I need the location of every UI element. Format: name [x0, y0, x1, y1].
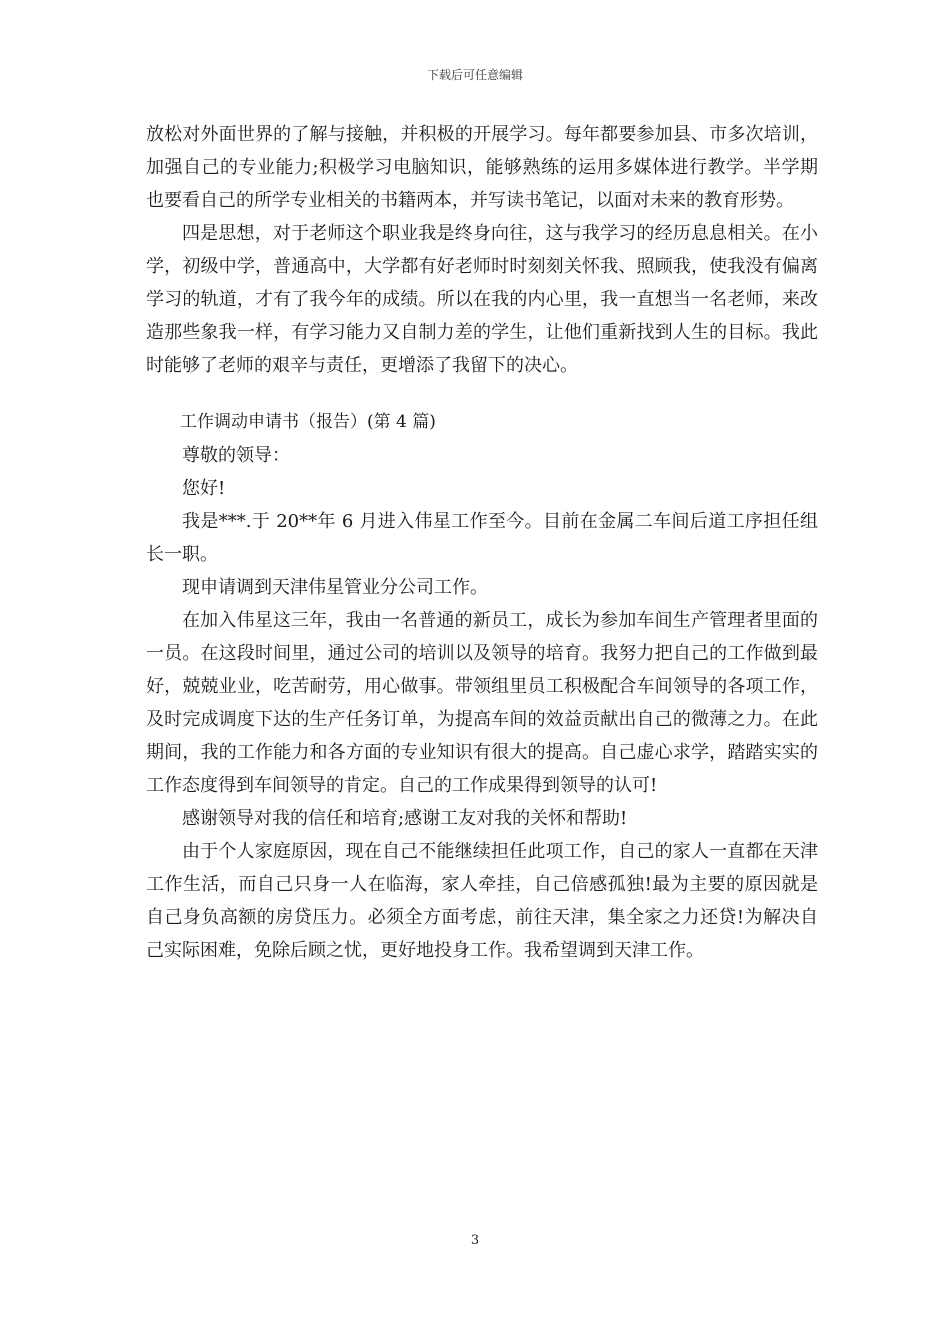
paragraph-request: 现申请调到天津伟星管业分公司工作。 [182, 577, 488, 598]
paragraph-thanks: 感谢领导对我的信任和培育;感谢工友对我的关怀和帮助! [182, 808, 628, 829]
document-body [146, 118, 818, 967]
page-header: 下载后可任意编辑 [426, 68, 523, 82]
paragraph-intro: 我是***.于 20**年 6 月进入伟星工作至今。目前在金属二车间后道工序担任组长一职。 [146, 511, 818, 565]
paragraph-continued: 放松对外面世界的了解与接触，并积极的开展学习。每年都要参加县、市多次培训，加强自己的专业能力;积极学习电脑知识，能够熟练的运用多媒体进行教学。半学期也要看自己的所学专业相关的书籍两本，并写读书笔记，以面对未来的教育形势。 [146, 124, 818, 211]
paragraph-reason: 由于个人家庭原因，现在自己不能继续担任此项工作，自己的家人一直都在天津工作生活，而自己只身一人在临海，家人牵挂，自己倍感孤独!最为主要的原因就是自己身负高额的房贷压力。必须全方面考虑，前往天津，集全家之力还贷!为解决自己实际困难，免除后顾之忧，更好地投身工作。我希望调到天津工作。 [146, 841, 818, 961]
paragraph-thought: 四是思想，对于老师这个职业我是终身向往，这与我学习的经历息息相关。在小学，初级中学，普通高中，大学都有好老师时时刻刻关怀我、照顾我，使我没有偏离学习的轨道，才有了我今年的成绩。所以在我的内心里，我一直想当一名老师，来改造那些象我一样，有学习能力又自制力差的学生，让他们重新找到人生的目标。我此时能够了老师的艰辛与责任，更增添了我留下的决心。 [146, 223, 818, 376]
salutation: 尊敬的领导： [182, 445, 290, 466]
section-gap [146, 382, 818, 406]
greeting: 您好! [182, 478, 226, 499]
section-title: 工作调动申请书（报告）(第 4 篇) [180, 412, 436, 432]
page-number: 3 [470, 1233, 480, 1248]
paragraph-experience: 在加入伟星这三年，我由一名普通的新员工，成长为参加车间生产管理者里面的一员。在这段时间里，通过公司的培训以及领导的培育。我努力把自己的工作做到最好，兢兢业业，吃苦耐劳，用心做事。带领组里员工积极配合车间领导的各项工作，及时完成调度下达的生产任务订单，为提高车间的效益贡献出自己的微薄之力。在此期间，我的工作能力和各方面的专业知识有很大的提高。自己虚心求学，踏踏实实的工作态度得到车间领导的肯定。自己的工作成果得到领导的认可! [146, 610, 818, 796]
